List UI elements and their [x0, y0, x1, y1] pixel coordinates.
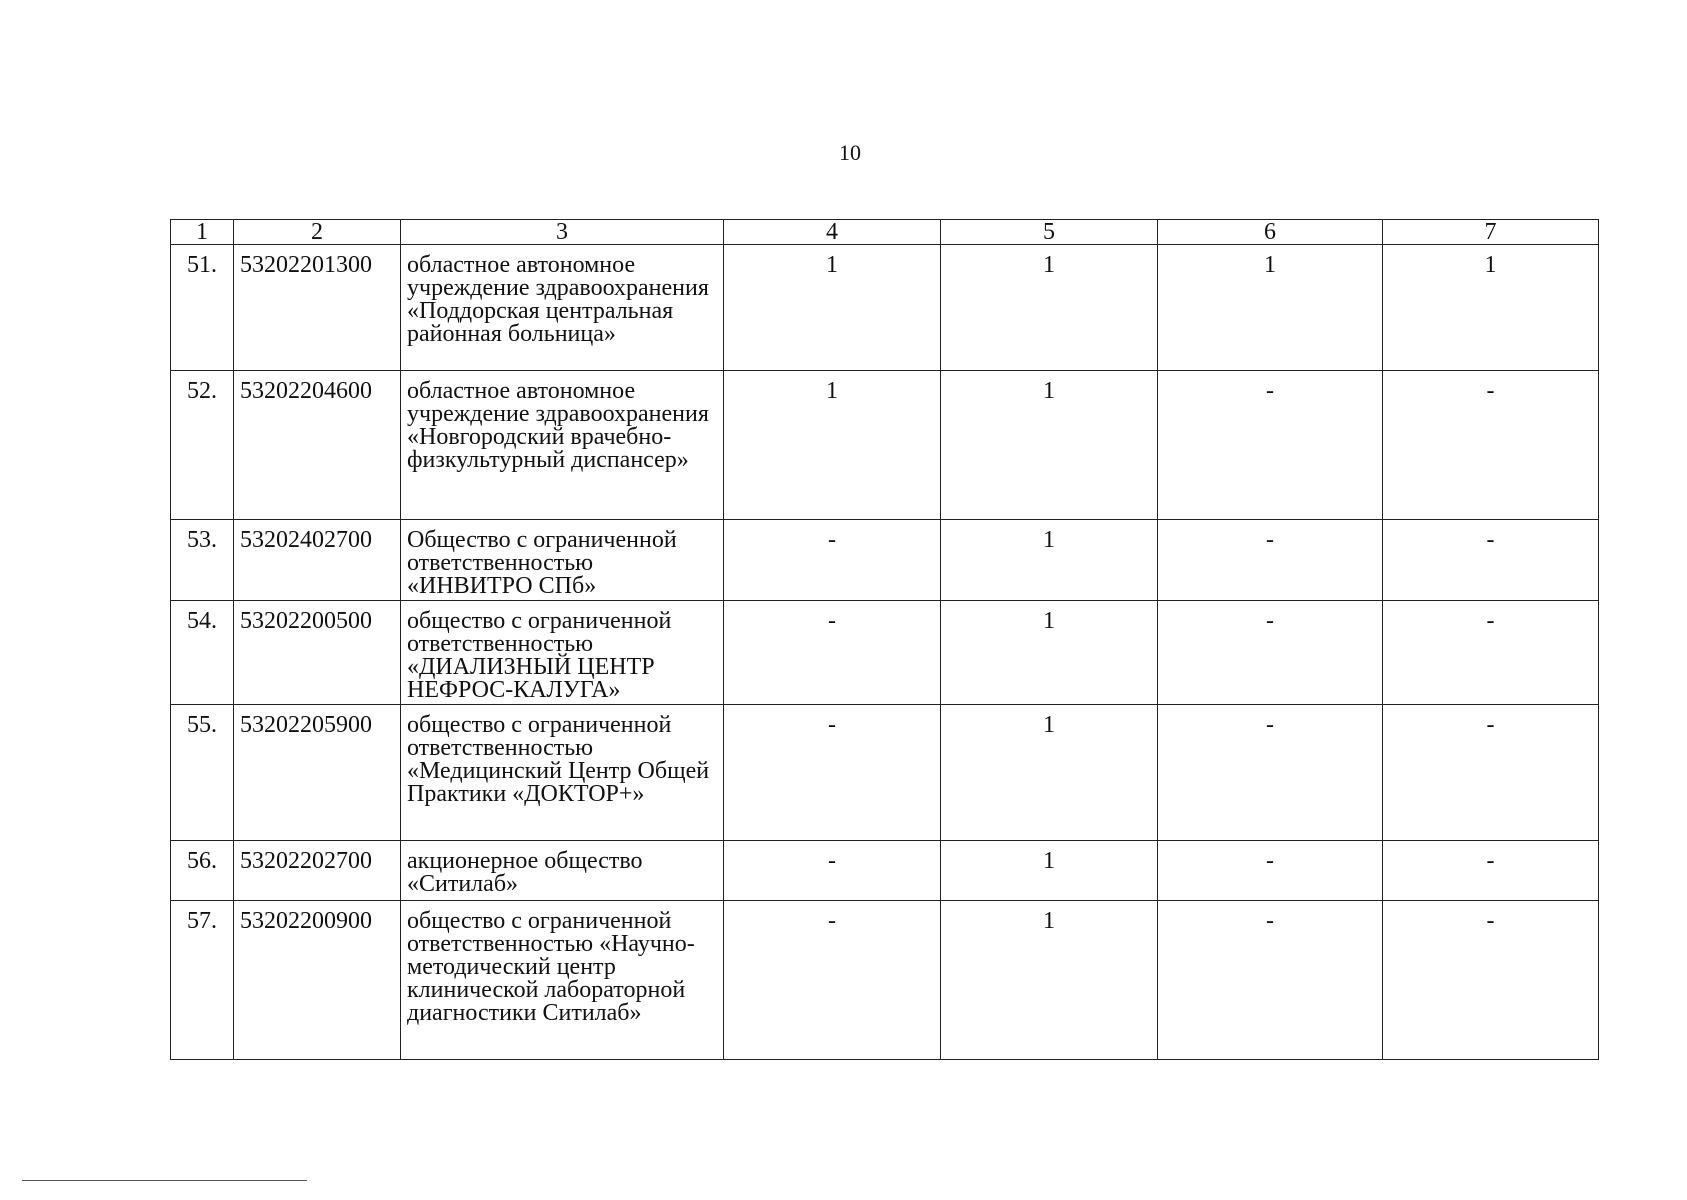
value-col-5: 1 [941, 601, 1158, 705]
organization-name: общество с ограниченной ответственностью «Научно-методический центр клинической лабораторной диагностики Ситилаб» [401, 901, 724, 1060]
value-col-6: - [1158, 371, 1383, 520]
value-col-7: - [1383, 901, 1599, 1060]
value-col-7: 1 [1383, 245, 1599, 371]
value-col-4: - [724, 841, 941, 901]
footnote-divider [22, 1180, 307, 1181]
organization-code: 53202402700 [234, 520, 401, 601]
organization-code: 53202204600 [234, 371, 401, 520]
table-row [171, 520, 1599, 601]
table-row [171, 705, 1599, 841]
row-number: 53. [171, 520, 234, 601]
organization-name: областное автономное учреждение здравоохранения «Новгородский врачебно-физкультурный диспансер» [401, 371, 724, 520]
value-col-5: 1 [941, 901, 1158, 1060]
organization-code: 53202201300 [234, 245, 401, 371]
table-row [171, 371, 1599, 520]
organization-name: акционерное общество «Ситилаб» [401, 841, 724, 901]
value-col-5: 1 [941, 520, 1158, 601]
row-number: 57. [171, 901, 234, 1060]
value-col-7: - [1383, 520, 1599, 601]
organization-name: Общество с ограниченной ответственностью «ИНВИТРО СПб» [401, 520, 724, 601]
table-row [171, 841, 1599, 901]
value-col-5: 1 [941, 245, 1158, 371]
row-number: 52. [171, 371, 234, 520]
value-col-6: - [1158, 705, 1383, 841]
column-header-7: 7 [1383, 220, 1599, 245]
organization-code: 53202200500 [234, 601, 401, 705]
value-col-5: 1 [941, 371, 1158, 520]
row-number: 55. [171, 705, 234, 841]
row-number: 56. [171, 841, 234, 901]
row-number: 54. [171, 601, 234, 705]
organizations-table [170, 219, 1599, 1060]
column-header-2: 2 [234, 220, 401, 245]
value-col-4: - [724, 520, 941, 601]
value-col-6: - [1158, 901, 1383, 1060]
column-header-3: 3 [401, 220, 724, 245]
table-row [171, 245, 1599, 371]
column-header-6: 6 [1158, 220, 1383, 245]
value-col-7: - [1383, 841, 1599, 901]
header-row [171, 220, 1599, 245]
organization-name: общество с ограниченной ответственностью «ДИАЛИЗНЫЙ ЦЕНТР НЕФРОС-КАЛУГА» [401, 601, 724, 705]
value-col-4: - [724, 601, 941, 705]
organization-code: 53202200900 [234, 901, 401, 1060]
value-col-6: 1 [1158, 245, 1383, 371]
column-header-1: 1 [171, 220, 234, 245]
value-col-6: - [1158, 601, 1383, 705]
value-col-7: - [1383, 601, 1599, 705]
value-col-5: 1 [941, 841, 1158, 901]
value-col-4: 1 [724, 371, 941, 520]
value-col-4: - [724, 705, 941, 841]
value-col-4: - [724, 901, 941, 1060]
organization-code: 53202202700 [234, 841, 401, 901]
value-col-4: 1 [724, 245, 941, 371]
value-col-7: - [1383, 371, 1599, 520]
organization-name: областное автономное учреждение здравоохранения «Поддорская центральная районная больница» [401, 245, 724, 371]
organization-name: общество с ограниченной ответственностью «Медицинский Центр Общей Практики «ДОКТОР+» [401, 705, 724, 841]
table-row [171, 901, 1599, 1060]
value-col-6: - [1158, 520, 1383, 601]
value-col-6: - [1158, 841, 1383, 901]
page-number: 10 [839, 140, 861, 165]
column-header-5: 5 [941, 220, 1158, 245]
organization-code: 53202205900 [234, 705, 401, 841]
table-row [171, 601, 1599, 705]
column-header-4: 4 [724, 220, 941, 245]
value-col-5: 1 [941, 705, 1158, 841]
value-col-7: - [1383, 705, 1599, 841]
row-number: 51. [171, 245, 234, 371]
